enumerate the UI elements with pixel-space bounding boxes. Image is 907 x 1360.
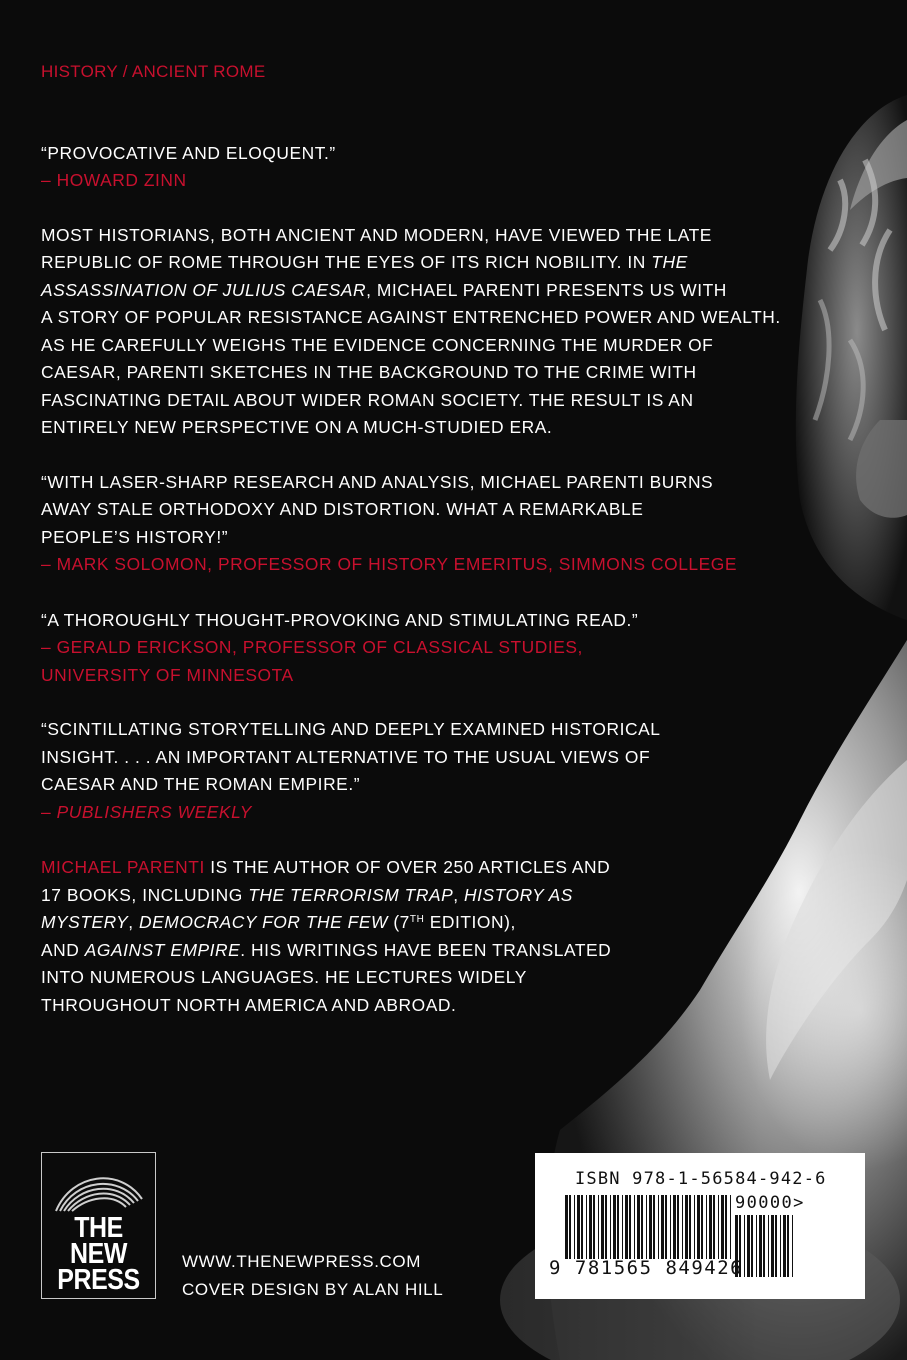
barcode-bar	[586, 1195, 587, 1259]
barcode-bar	[622, 1195, 623, 1259]
cover-design-credit: COVER DESIGN BY ALAN HILL	[182, 1280, 444, 1299]
barcode-bar	[673, 1195, 676, 1259]
barcode-bar	[653, 1195, 655, 1259]
category-label: HISTORY / ANCIENT ROME	[41, 62, 266, 81]
barcode-bar	[593, 1195, 595, 1259]
barcode-bar	[694, 1195, 695, 1259]
description-line: MOST HISTORIANS, BOTH ANCIENT AND MODERN, HAVE VIEWED THE LATE	[41, 225, 712, 245]
barcode-bar	[646, 1195, 647, 1259]
description-line: ENTIRELY NEW PERSPECTIVE ON A MUCH-STUDIED ERA.	[41, 417, 553, 437]
barcode-bar	[658, 1195, 659, 1259]
publisher-website: WWW.THENEWPRESS.COM	[182, 1252, 421, 1271]
description-line: CAESAR, PARENTI SKETCHES IN THE BACKGROUND TO THE CRIME WITH	[41, 362, 697, 382]
blurb-attribution: – PUBLISHERS WEEKLY	[41, 802, 252, 822]
barcode-bar	[637, 1195, 640, 1259]
book-title: ASSASSINATION OF JULIUS CAESAR	[41, 280, 367, 300]
barcode-bar	[763, 1215, 765, 1277]
barcode-bar	[721, 1195, 724, 1259]
barcode-bar	[649, 1195, 652, 1259]
barcode-bar	[677, 1195, 679, 1259]
isbn-barcode	[535, 1153, 865, 1299]
barcode-bar	[685, 1195, 688, 1259]
barcode-bar	[780, 1215, 781, 1277]
barcode-bar	[581, 1195, 583, 1259]
barcode-bar	[725, 1195, 727, 1259]
barcode-bar	[787, 1215, 789, 1277]
description-line: ASSASSINATION OF JULIUS CAESAR, MICHAEL PARENTI PRESENTS US WITH	[41, 280, 727, 300]
barcode-bar	[709, 1195, 712, 1259]
barcode-bar	[701, 1195, 703, 1259]
blurb-attribution: UNIVERSITY OF MINNESOTA	[41, 665, 294, 685]
barcode-bar	[792, 1215, 793, 1277]
barcode-bar	[598, 1195, 599, 1259]
barcode-bar	[577, 1195, 580, 1259]
isbn-number: ISBN 978-1-56584-942-6	[575, 1169, 827, 1189]
author-bio-line: THROUGHOUT NORTH AMERICA AND ABROAD.	[41, 995, 457, 1015]
barcode-bar	[634, 1195, 635, 1259]
barcode-bar	[771, 1215, 774, 1277]
barcode-bar	[629, 1195, 631, 1259]
barcode-bar	[751, 1215, 753, 1277]
arch-lines-icon	[42, 1159, 154, 1219]
barcode-bar	[775, 1215, 777, 1277]
barcode-bar	[601, 1195, 604, 1259]
barcode-bar	[613, 1195, 616, 1259]
author-bio-line: MICHAEL PARENTI IS THE AUTHOR OF OVER 250 ARTICLES AND	[41, 857, 611, 877]
description-line: AS HE CAREFULLY WEIGHS THE EVIDENCE CONCERNING THE MURDER OF	[41, 335, 714, 355]
barcode-bar	[730, 1195, 731, 1259]
author-bio-line: 17 BOOKS, INCLUDING THE TERRORISM TRAP, HISTORY AS	[41, 885, 573, 905]
blurb-quote: “WITH LASER-SHARP RESEARCH AND ANALYSIS, MICHAEL PARENTI BURNS	[41, 472, 714, 492]
barcode-bar	[569, 1195, 571, 1259]
description-line: REPUBLIC OF ROME THROUGH THE EYES OF ITS RICH NOBILITY. IN THE	[41, 252, 688, 272]
barcode-bar	[713, 1195, 715, 1259]
author-name: MICHAEL PARENTI	[41, 857, 205, 877]
barcode-bar	[718, 1195, 719, 1259]
barcode-bar	[665, 1195, 667, 1259]
barcode-bar	[783, 1215, 786, 1277]
blurb-attribution: – HOWARD ZINN	[41, 170, 187, 190]
barcode-bar	[641, 1195, 643, 1259]
blurb-attribution: – GERALD ERICKSON, PROFESSOR OF CLASSICAL STUDIES,	[41, 637, 583, 657]
publisher-logo-text: THE NEW PRESS	[57, 1212, 140, 1296]
publisher-logo	[41, 1152, 156, 1299]
blurb-quote: “A THOROUGHLY THOUGHT-PROVOKING AND STIMULATING READ.”	[41, 610, 639, 630]
author-bio-line: AND AGAINST EMPIRE. HIS WRITINGS HAVE BEEN TRANSLATED	[41, 940, 612, 960]
barcode-bar	[682, 1195, 683, 1259]
barcode-bar	[610, 1195, 611, 1259]
barcode-bar	[565, 1195, 568, 1259]
description-line: A STORY OF POPULAR RESISTANCE AGAINST ENTRENCHED POWER AND WEALTH.	[41, 307, 781, 327]
blurb-quote: “PROVOCATIVE AND ELOQUENT.”	[41, 143, 336, 163]
ean-digits: 9 781565 849426	[549, 1257, 744, 1279]
blurb-quote: PEOPLE’S HISTORY!”	[41, 527, 229, 547]
book-title: THE	[651, 252, 688, 272]
blurb-attribution: – MARK SOLOMON, PROFESSOR OF HISTORY EMERITUS, SIMMONS COLLEGE	[41, 554, 738, 574]
barcode-bar	[759, 1215, 762, 1277]
barcode-bar	[756, 1215, 757, 1277]
barcode-bar	[689, 1195, 691, 1259]
barcode-bar	[574, 1195, 575, 1259]
description-line: FASCINATING DETAIL ABOUT WIDER ROMAN SOCIETY. THE RESULT IS AN	[41, 390, 694, 410]
barcode-bar	[744, 1215, 745, 1277]
blurb-quote: INSIGHT. . . . AN IMPORTANT ALTERNATIVE TO THE USUAL VIEWS OF	[41, 747, 651, 767]
price-code: 90000>	[735, 1193, 805, 1213]
barcode-bar	[697, 1195, 700, 1259]
blurb-quote: “SCINTILLATING STORYTELLING AND DEEPLY EXAMINED HISTORICAL	[41, 719, 661, 739]
author-bio-line: MYSTERY, DEMOCRACY FOR THE FEW (7TH EDITION),	[41, 912, 516, 932]
barcode-bar	[706, 1195, 707, 1259]
barcode-bar	[617, 1195, 619, 1259]
barcode-bar	[605, 1195, 607, 1259]
barcode-bar	[768, 1215, 769, 1277]
barcode-bar	[589, 1195, 592, 1259]
blurb-quote: CAESAR AND THE ROMAN EMPIRE.”	[41, 774, 361, 794]
barcode-bar	[625, 1195, 628, 1259]
author-bio-line: INTO NUMEROUS LANGUAGES. HE LECTURES WIDELY	[41, 967, 527, 987]
barcode-bar	[661, 1195, 664, 1259]
blurb-quote: AWAY STALE ORTHODOXY AND DISTORTION. WHAT A REMARKABLE	[41, 499, 644, 519]
barcode-bar	[670, 1195, 671, 1259]
barcode-bar	[747, 1215, 750, 1277]
